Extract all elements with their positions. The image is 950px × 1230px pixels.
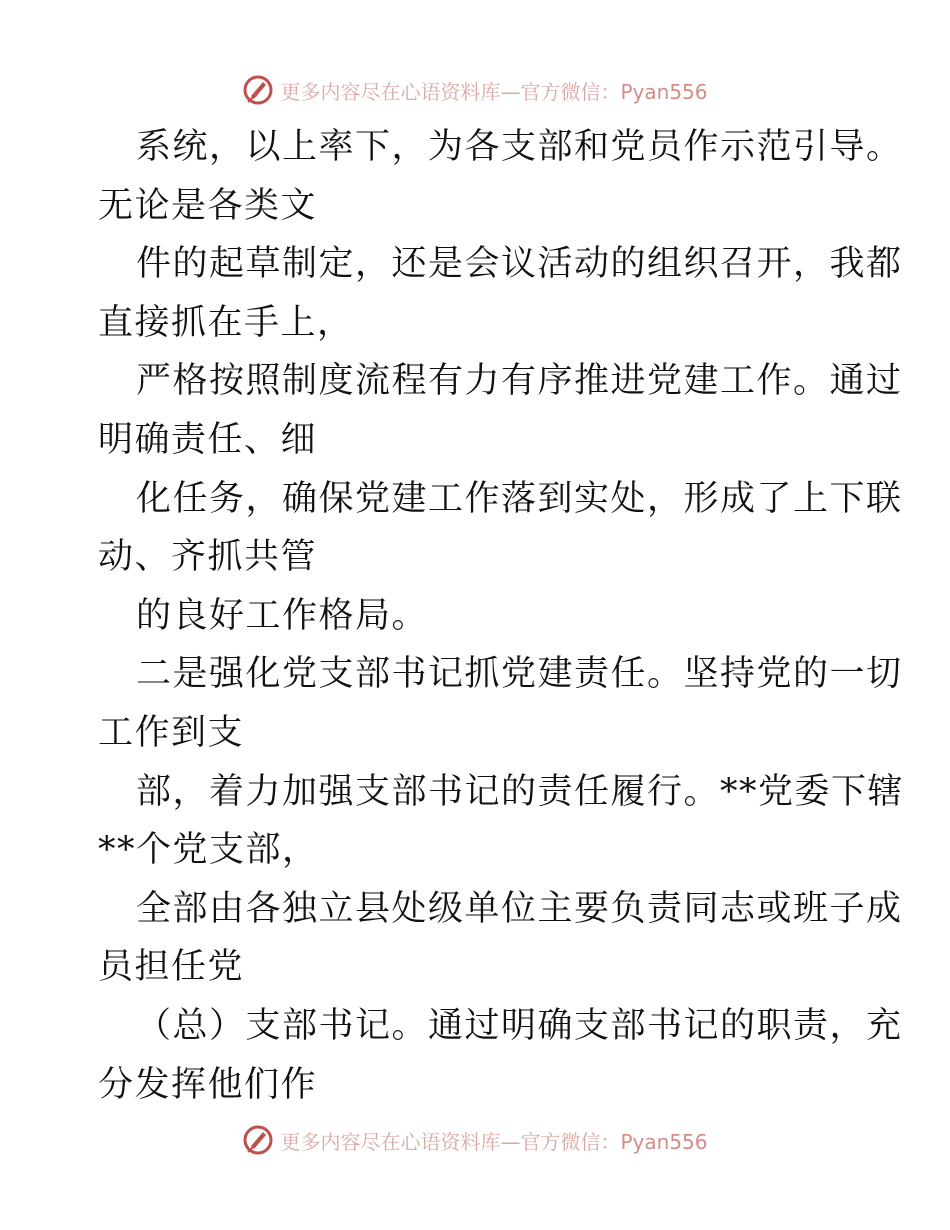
text-line: 分发挥他们作 <box>98 1064 318 1105</box>
text-line: **个党支部， <box>98 830 319 871</box>
text-line: 工作到支 <box>98 712 245 753</box>
text-line: 严格按照制度流程有力有序推进党建工作。通过 <box>136 361 903 402</box>
text-line: 全部由各独立县处级单位主要负责同志或班子成 <box>136 888 903 929</box>
text-line: 的良好工作格局。 <box>136 595 429 636</box>
footer-banner <box>0 1120 950 1160</box>
text-line: 化任务，确保党建工作落到实处，形成了上下联 <box>136 478 903 519</box>
text-line: 无论是各类文 <box>98 185 318 226</box>
text-line: 系统，以上率下，为各支部和党员作示范引导。 <box>136 127 903 167</box>
text-line: 件的起草制定，还是会议活动的组织召开，我都 <box>136 244 903 285</box>
text-line: （总）支部书记。通过明确支部书记的职责，充 <box>136 1005 903 1046</box>
banner-text: 更多内容尽在心语资料库—官方微信：Pyan556 <box>280 1129 708 1154</box>
header-banner <box>0 70 950 110</box>
logo-icon <box>242 74 274 106</box>
text-line: 二是强化党支部书记抓党建责任。坚持党的一切 <box>136 654 903 695</box>
logo-icon <box>242 1124 274 1156</box>
text-line: 直接抓在手上， <box>98 302 354 343</box>
text-line: 明确责任、细 <box>98 419 318 460</box>
text-line: 动、齐抓共管 <box>98 537 318 578</box>
text-line: 员担任党 <box>98 947 245 988</box>
banner-text: 更多内容尽在心语资料库—官方微信：Pyan556 <box>280 79 708 104</box>
text-line: 部，着力加强支部书记的责任履行。**党委下辖 <box>136 771 905 812</box>
document-body <box>98 118 905 1114</box>
